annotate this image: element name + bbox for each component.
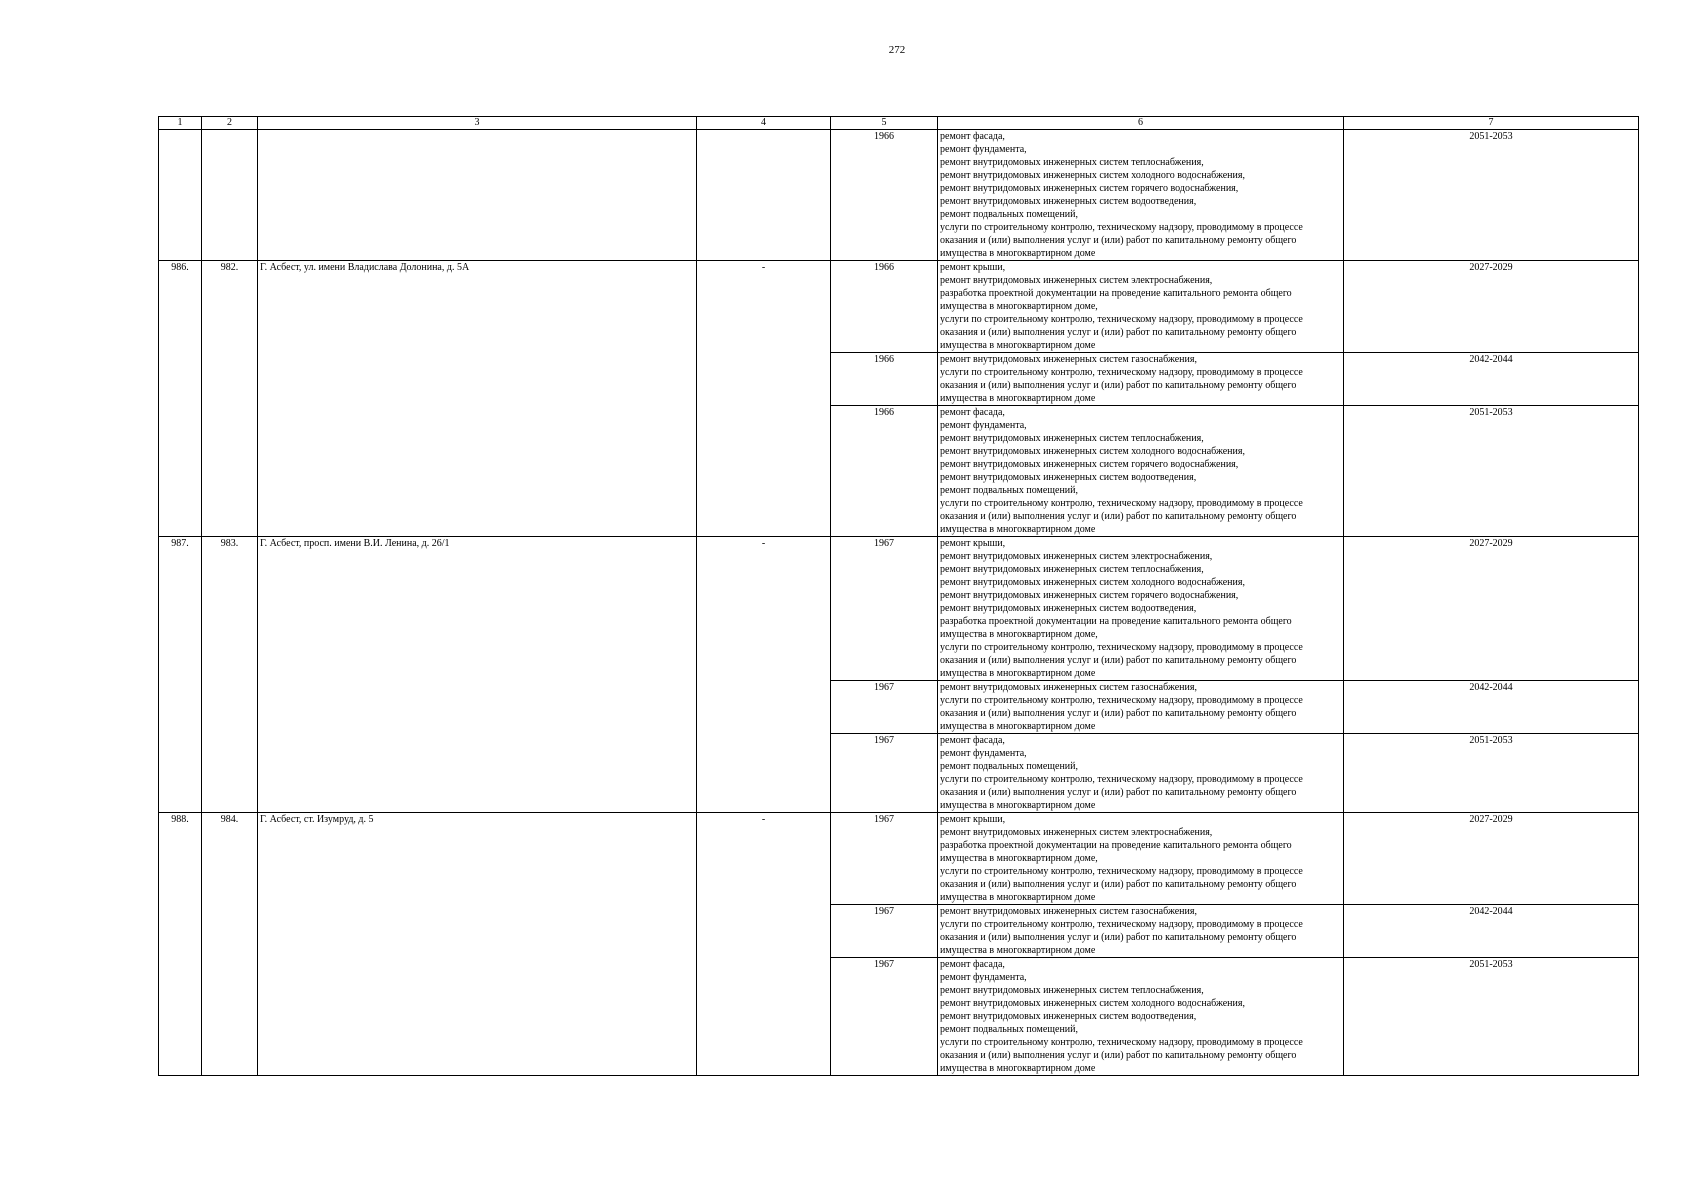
work-line: разработка проектной документации на проведение капитального ремонта общего [940,616,1292,627]
house-number-cell: 982. [202,261,258,537]
work-line: ремонт внутридомовых инженерных систем холодного водоснабжения, [940,577,1245,588]
work-line: услуги по строительному контролю, техническому надзору, проводимому в процессе [940,642,1303,653]
period-cell: 2051-2053 [1344,406,1639,537]
period-cell: 2051-2053 [1344,734,1639,813]
year-cell: 1966 [831,261,938,353]
work-line: ремонт крыши, [940,262,1006,273]
works-cell [938,958,1344,1076]
work-line: разработка проектной документации на проведение капитального ремонта общего [940,840,1292,851]
work-line: оказания и (или) выполнения услуг и (или) работ по капитальному ремонту общего [940,879,1297,890]
column-4-cell: - [697,537,831,813]
period-cell: 2042-2044 [1344,905,1639,958]
work-line: имущества в многоквартирном доме [940,945,1096,956]
work-line: ремонт подвальных помещений, [940,209,1078,220]
year-cell: 1967 [831,813,938,905]
address-cell [258,130,697,261]
year-cell: 1967 [831,537,938,681]
work-line: услуги по строительному контролю, техническому надзору, проводимому в процессе [940,774,1303,785]
work-line: имущества в многоквартирном доме [940,800,1096,811]
works-cell [938,734,1344,813]
work-line: ремонт фундамента, [940,420,1027,431]
work-line: услуги по строительному контролю, техническому надзору, проводимому в процессе [940,222,1303,233]
period-cell: 2027-2029 [1344,261,1639,353]
works-cell [938,130,1344,261]
work-line: оказания и (или) выполнения услуг и (или) работ по капитальному ремонту общего [940,708,1297,719]
work-line: ремонт подвальных помещений, [940,1024,1078,1035]
work-line: ремонт внутридомовых инженерных систем теплоснабжения, [940,985,1204,996]
column-header: 3 [258,117,697,130]
work-line: услуги по строительному контролю, техническому надзору, проводимому в процессе [940,367,1303,378]
work-line: ремонт внутридомовых инженерных систем горячего водоснабжения, [940,183,1239,194]
work-line: оказания и (или) выполнения услуг и (или) работ по капитальному ремонту общего [940,511,1297,522]
year-cell: 1966 [831,353,938,406]
work-line: ремонт фасада, [940,131,1005,142]
work-line: имущества в многоквартирном доме [940,721,1096,732]
work-line: услуги по строительному контролю, техническому надзору, проводимому в процессе [940,866,1303,877]
work-line: услуги по строительному контролю, техническому надзору, проводимому в процессе [940,695,1303,706]
work-line: ремонт фасада, [940,959,1005,970]
row-number-cell [159,130,202,261]
row-number-cell: 987. [159,537,202,813]
column-header: 4 [697,117,831,130]
column-header: 7 [1344,117,1639,130]
work-line: ремонт подвальных помещений, [940,485,1078,496]
work-line: оказания и (или) выполнения услуг и (или) работ по капитальному ремонту общего [940,380,1297,391]
row-number-cell: 986. [159,261,202,537]
works-cell [938,353,1344,406]
work-line: ремонт подвальных помещений, [940,761,1078,772]
work-line: имущества в многоквартирном доме [940,248,1096,259]
address-cell: Г. Асбест, ул. имени Владислава Долонина, д. 5А [258,261,697,537]
column-header: 2 [202,117,258,130]
work-line: услуги по строительному контролю, техническому надзору, проводимому в процессе [940,919,1303,930]
column-header: 6 [938,117,1344,130]
work-line: оказания и (или) выполнения услуг и (или) работ по капитальному ремонту общего [940,655,1297,666]
column-number-row [159,117,1639,130]
table-row [159,261,1639,353]
work-line: ремонт внутридомовых инженерных систем холодного водоснабжения, [940,170,1245,181]
column-header: 1 [159,117,202,130]
work-line: имущества в многоквартирном доме [940,668,1096,679]
works-cell [938,905,1344,958]
work-line: ремонт внутридомовых инженерных систем холодного водоснабжения, [940,446,1245,457]
column-4-cell [697,130,831,261]
row-number-cell: 988. [159,813,202,1076]
work-line: разработка проектной документации на проведение капитального ремонта общего [940,288,1292,299]
work-line: ремонт крыши, [940,814,1006,825]
work-line: ремонт внутридомовых инженерных систем водоотведения, [940,472,1197,483]
works-cell [938,681,1344,734]
work-line: ремонт внутридомовых инженерных систем водоотведения, [940,603,1197,614]
column-4-cell: - [697,813,831,1076]
work-line: ремонт внутридомовых инженерных систем газоснабжения, [940,906,1197,917]
work-line: имущества в многоквартирном доме, [940,301,1098,312]
period-cell: 2027-2029 [1344,537,1639,681]
year-cell: 1966 [831,130,938,261]
period-cell: 2042-2044 [1344,681,1639,734]
work-line: ремонт внутридомовых инженерных систем водоотведения, [940,1011,1197,1022]
work-line: ремонт фасада, [940,735,1005,746]
table-row [159,130,1639,261]
work-line: ремонт внутридомовых инженерных систем электроснабжения, [940,275,1213,286]
work-line: имущества в многоквартирном доме [940,524,1096,535]
table-row [159,813,1639,905]
column-header: 5 [831,117,938,130]
work-line: оказания и (или) выполнения услуг и (или) работ по капитальному ремонту общего [940,327,1297,338]
table-row [159,537,1639,681]
work-line: оказания и (или) выполнения услуг и (или) работ по капитальному ремонту общего [940,787,1297,798]
work-line: имущества в многоквартирном доме [940,393,1096,404]
work-line: ремонт внутридомовых инженерных систем газоснабжения, [940,354,1197,365]
work-line: услуги по строительному контролю, техническому надзору, проводимому в процессе [940,1037,1303,1048]
year-cell: 1967 [831,905,938,958]
capital-repair-table [158,116,1639,1076]
works-cell [938,406,1344,537]
year-cell: 1967 [831,681,938,734]
work-line: услуги по строительному контролю, техническому надзору, проводимому в процессе [940,314,1303,325]
work-line: имущества в многоквартирном доме [940,892,1096,903]
work-line: ремонт фасада, [940,407,1005,418]
work-line: услуги по строительному контролю, техническому надзору, проводимому в процессе [940,498,1303,509]
work-line: оказания и (или) выполнения услуг и (или) работ по капитальному ремонту общего [940,235,1297,246]
work-line: ремонт фундамента, [940,144,1027,155]
work-line: ремонт внутридомовых инженерных систем газоснабжения, [940,682,1197,693]
work-line: имущества в многоквартирном доме [940,1063,1096,1074]
works-cell [938,537,1344,681]
period-cell: 2051-2053 [1344,130,1639,261]
house-number-cell: 984. [202,813,258,1076]
work-line: ремонт внутридомовых инженерных систем теплоснабжения, [940,564,1204,575]
column-4-cell: - [697,261,831,537]
work-line: ремонт внутридомовых инженерных систем горячего водоснабжения, [940,590,1239,601]
work-line: ремонт внутридомовых инженерных систем теплоснабжения, [940,157,1204,168]
address-cell: Г. Асбест, ст. Изумруд, д. 5 [258,813,697,1076]
work-line: ремонт внутридомовых инженерных систем горячего водоснабжения, [940,459,1239,470]
work-line: ремонт фундамента, [940,748,1027,759]
work-line: ремонт фундамента, [940,972,1027,983]
work-line: ремонт внутридомовых инженерных систем электроснабжения, [940,551,1213,562]
work-line: ремонт внутридомовых инженерных систем холодного водоснабжения, [940,998,1245,1009]
work-line: оказания и (или) выполнения услуг и (или) работ по капитальному ремонту общего [940,932,1297,943]
year-cell: 1967 [831,958,938,1076]
work-line: имущества в многоквартирном доме [940,340,1096,351]
work-line: оказания и (или) выполнения услуг и (или) работ по капитальному ремонту общего [940,1050,1297,1061]
period-cell: 2042-2044 [1344,353,1639,406]
year-cell: 1967 [831,734,938,813]
house-number-cell: 983. [202,537,258,813]
works-cell [938,813,1344,905]
work-line: ремонт крыши, [940,538,1006,549]
house-number-cell [202,130,258,261]
work-line: имущества в многоквартирном доме, [940,629,1098,640]
period-cell: 2051-2053 [1344,958,1639,1076]
works-cell [938,261,1344,353]
work-line: ремонт внутридомовых инженерных систем электроснабжения, [940,827,1213,838]
period-cell: 2027-2029 [1344,813,1639,905]
work-line: ремонт внутридомовых инженерных систем водоотведения, [940,196,1197,207]
address-cell: Г. Асбест, просп. имени В.И. Ленина, д. 26/1 [258,537,697,813]
page-number: 272 [888,44,906,56]
work-line: ремонт внутридомовых инженерных систем теплоснабжения, [940,433,1204,444]
work-line: имущества в многоквартирном доме, [940,853,1098,864]
year-cell: 1966 [831,406,938,537]
